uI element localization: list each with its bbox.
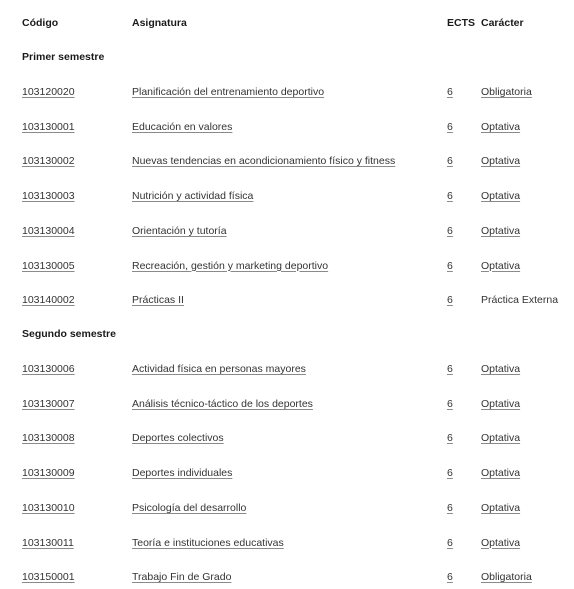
header-subject: Asignatura bbox=[132, 17, 187, 29]
character-link[interactable]: Optativa bbox=[481, 259, 521, 272]
subject-name-link[interactable]: Trabajo Fin de Grado bbox=[132, 571, 232, 584]
character-link[interactable]: Optativa bbox=[481, 363, 521, 375]
subject-name-link[interactable]: Prácticas II bbox=[132, 294, 184, 307]
subject-name-link[interactable]: Nutrición y actividad física bbox=[132, 190, 254, 203]
subject-code-link[interactable]: 103130007 bbox=[22, 397, 75, 410]
ects-link[interactable]: 6 bbox=[447, 155, 453, 168]
header-code: Código bbox=[22, 17, 59, 29]
subject-name-link[interactable]: Planificación del entrenamiento deportivo bbox=[132, 86, 325, 98]
ects-link[interactable]: 6 bbox=[447, 190, 453, 203]
ects-link[interactable]: 6 bbox=[447, 467, 453, 480]
character-link[interactable]: Optativa bbox=[481, 155, 521, 168]
subject-code-link[interactable]: 103130011 bbox=[22, 536, 74, 549]
character-link[interactable]: Optativa bbox=[481, 190, 521, 203]
subject-name-link[interactable]: Actividad física en personas mayores bbox=[132, 363, 306, 375]
character-link[interactable]: Optativa bbox=[481, 432, 521, 445]
header-ects: ECTS bbox=[447, 17, 476, 29]
header-character: Carácter bbox=[481, 17, 524, 29]
subject-name-link[interactable]: Educación en valores bbox=[132, 120, 233, 133]
ects-link[interactable]: 6 bbox=[447, 363, 453, 375]
ects-link[interactable]: 6 bbox=[447, 294, 453, 307]
character-link[interactable]: Optativa bbox=[481, 120, 521, 133]
character-link[interactable]: Optativa bbox=[481, 501, 521, 514]
character-link[interactable]: Obligatoria bbox=[481, 86, 532, 98]
subject-code-link[interactable]: 103130009 bbox=[22, 467, 75, 480]
subject-name-link[interactable]: Orientación y tutoría bbox=[132, 224, 227, 237]
subject-code-link[interactable]: 103130003 bbox=[22, 190, 75, 203]
subject-name-link[interactable]: Nuevas tendencias en acondicionamiento físico y fitness bbox=[132, 155, 396, 168]
ects-link[interactable]: 6 bbox=[447, 120, 453, 133]
subject-code-link[interactable]: 103130010 bbox=[22, 501, 75, 514]
ects-link[interactable]: 6 bbox=[447, 501, 453, 514]
subject-code-link[interactable]: 103130002 bbox=[22, 155, 75, 168]
character-link[interactable]: Obligatoria bbox=[481, 571, 532, 584]
ects-link[interactable]: 6 bbox=[447, 224, 453, 237]
character-link[interactable]: Optativa bbox=[481, 224, 521, 237]
ects-link[interactable]: 6 bbox=[447, 571, 453, 584]
ects-link[interactable]: 6 bbox=[447, 259, 453, 272]
subject-name-link[interactable]: Psicología del desarrollo bbox=[132, 501, 247, 514]
character-link[interactable]: Optativa bbox=[481, 467, 521, 480]
ects-link[interactable]: 6 bbox=[447, 397, 453, 410]
ects-link[interactable]: 6 bbox=[447, 536, 453, 549]
ects-link[interactable]: 6 bbox=[447, 86, 453, 98]
subject-code-link[interactable]: 103130006 bbox=[22, 363, 75, 375]
character-link[interactable]: Optativa bbox=[481, 536, 521, 549]
subject-name-link[interactable]: Análisis técnico-táctico de los deportes bbox=[132, 397, 313, 410]
subject-code-link[interactable]: 103150001 bbox=[22, 571, 75, 584]
subject-name-link[interactable]: Deportes colectivos bbox=[132, 432, 224, 445]
section-title: Primer semestre bbox=[22, 51, 105, 63]
subject-code-link[interactable]: 103140002 bbox=[22, 294, 75, 307]
section-title: Segundo semestre bbox=[22, 328, 116, 340]
subject-name-link[interactable]: Teoría e instituciones educativas bbox=[132, 536, 284, 549]
subject-code-link[interactable]: 103130005 bbox=[22, 259, 75, 272]
character-link[interactable]: Optativa bbox=[481, 397, 521, 410]
character-link: Práctica Externa bbox=[481, 294, 559, 307]
subject-name-link[interactable]: Deportes individuales bbox=[132, 467, 233, 480]
ects-link[interactable]: 6 bbox=[447, 432, 453, 445]
subject-code-link[interactable]: 103130008 bbox=[22, 432, 75, 445]
subject-code-link[interactable]: 103130001 bbox=[22, 120, 75, 133]
subject-code-link[interactable]: 103120020 bbox=[22, 86, 75, 98]
subject-name-link[interactable]: Recreación, gestión y marketing deportivo bbox=[132, 259, 329, 272]
subject-code-link[interactable]: 103130004 bbox=[22, 224, 75, 237]
